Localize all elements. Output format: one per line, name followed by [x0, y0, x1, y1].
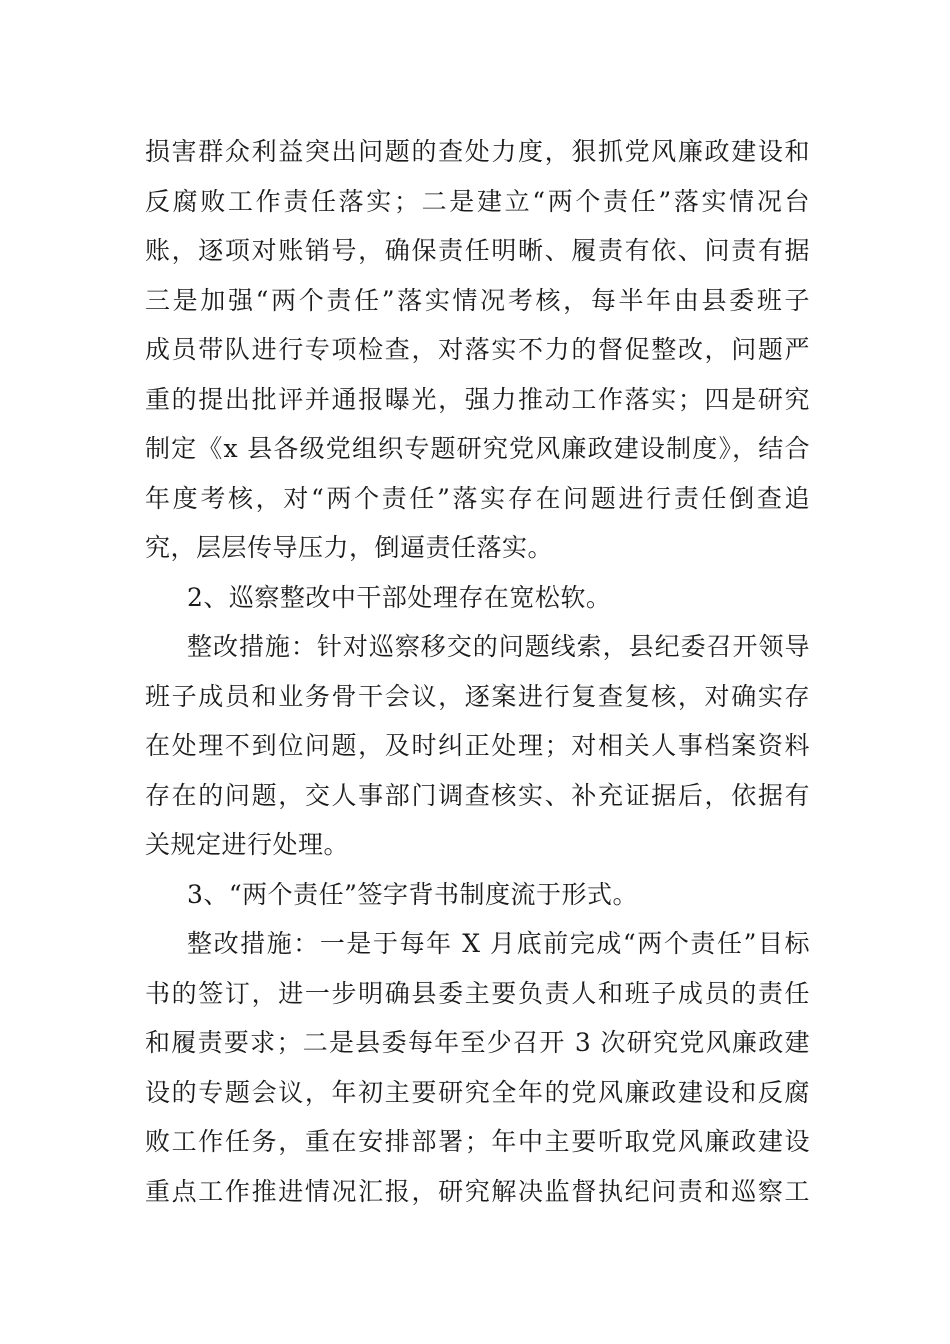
- text-line: 账，逐项对账销号，确保责任明晰、履责有依、问责有据: [145, 236, 810, 265]
- text-line: 损害群众利益突出问题的查处力度，狠抓党风廉政建设和: [145, 137, 810, 166]
- text-line: 成员带队进行专项检查，对落实不力的督促整改，问题严: [145, 335, 810, 364]
- text-line: 存在的问题，交人事部门调查核实、补充证据后，依据有: [145, 780, 810, 810]
- text-line: 年度考核，对“两个责任”落实存在问题进行责任倒查追: [145, 483, 810, 513]
- text-line: 整改措施：针对巡察移交的问题线索，县纪委召开领导: [187, 632, 810, 661]
- text-line: 设的专题会议，年初主要研究全年的党风廉政建设和反腐: [145, 1077, 810, 1107]
- text-line: 究，层层传导压力，倒逼责任落实。: [145, 533, 554, 562]
- text-line: 反腐败工作责任落实；二是建立“两个责任”落实情况台: [145, 186, 810, 216]
- text-line: 和履责要求；二是县委每年至少召开 3 次研究党风廉政建: [145, 1028, 810, 1057]
- section-heading: 3、“两个责任”签字背书制度流于形式。: [187, 879, 638, 909]
- section-heading: 2、巡察整改中干部处理存在宽松软。: [187, 582, 612, 612]
- text-line: 重点工作推进情况汇报，研究解决监督执纪问责和巡察工: [145, 1176, 810, 1206]
- text-line: 在处理不到位问题，及时纠正处理；对相关人事档案资料: [145, 731, 810, 760]
- text-line: 制定《x 县各级党组织专题研究党风廉政建设制度》，结合: [145, 434, 810, 463]
- text-line: 败工作任务，重在安排部署；年中主要听取党风廉政建设: [145, 1127, 810, 1156]
- text-line: 三是加强“两个责任”落实情况考核，每半年由县委班子: [145, 285, 810, 315]
- document-body: [145, 127, 810, 1216]
- text-line: 书的签订，进一步明确县委主要负责人和班子成员的责任: [145, 978, 810, 1008]
- text-line: 班子成员和业务骨干会议，逐案进行复查复核，对确实存: [145, 681, 810, 711]
- text-line: 整改措施：一是于每年 X 月底前完成“两个责任”目标: [187, 929, 810, 958]
- text-line: 重的提出批评并通报曝光，强力推动工作落实；四是研究: [145, 384, 810, 414]
- text-line: 关规定进行处理。: [145, 830, 350, 859]
